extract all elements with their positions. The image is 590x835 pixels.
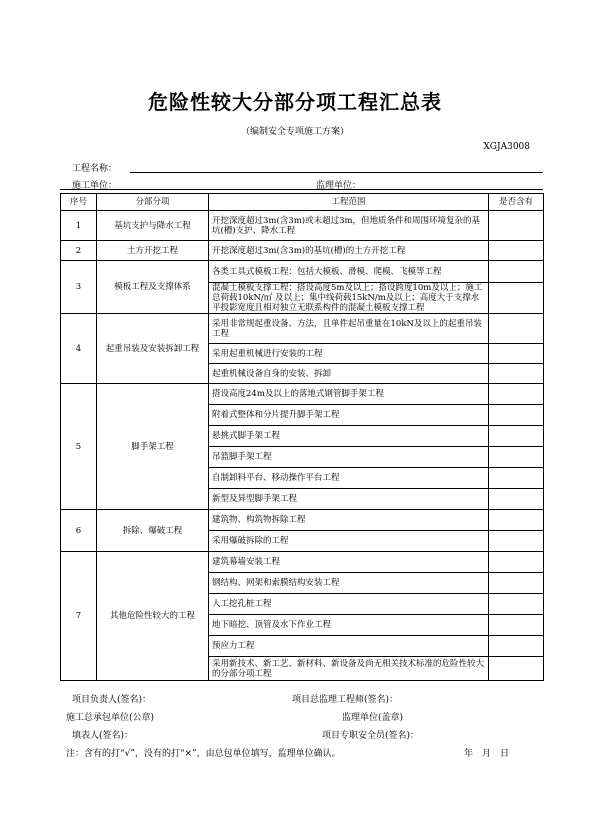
construction-unit-field[interactable] bbox=[60, 189, 543, 190]
page-subtitle: （编制安全专项施工方案） bbox=[240, 127, 349, 137]
category-name: 其他危险性较大的工程 bbox=[97, 552, 209, 681]
included-checkbox-cell[interactable] bbox=[489, 364, 544, 384]
category-name: 拆除、爆破工程 bbox=[97, 510, 209, 552]
row-number: 6 bbox=[61, 510, 97, 552]
col-header-included: 是否含有 bbox=[489, 194, 544, 211]
category-name: 土方开挖工程 bbox=[97, 241, 209, 261]
scope-description: 各类工具式模板工程：包括大模板、滑模、爬模、飞模等工程 bbox=[209, 261, 489, 283]
included-checkbox-cell[interactable] bbox=[489, 510, 544, 531]
scope-description: 建筑幕墙安装工程 bbox=[209, 552, 489, 573]
col-header-no: 序号 bbox=[61, 194, 97, 211]
included-checkbox-cell[interactable] bbox=[489, 594, 544, 615]
col-header-scope: 工程范围 bbox=[209, 194, 489, 211]
scope-description: 混凝土模板支撑工程：搭设高度5m及以上；搭设跨度10m及以上；施工总荷载10kN/㎡ 及以上；集中线荷载15kN/m及以上；高度大于支撑水平投影宽度且相对独立无联系构件的混凝土模板支撑工程 bbox=[209, 283, 489, 314]
chief-supervisor-signature[interactable]: 项目总监理工程师(签名)： bbox=[292, 695, 399, 705]
row-number: 3 bbox=[61, 261, 97, 314]
category-name: 模板工程及支撑体系 bbox=[97, 261, 209, 314]
included-checkbox-cell[interactable] bbox=[489, 344, 544, 364]
included-checkbox-cell[interactable] bbox=[489, 405, 544, 426]
project-name-label: 工程名称： bbox=[72, 164, 118, 174]
scope-description: 搭设高度24m及以上的落地式钢管脚手架工程 bbox=[209, 384, 489, 405]
scope-description: 附着式整体和分片提升脚手架工程 bbox=[209, 405, 489, 426]
row-number: 7 bbox=[61, 552, 97, 681]
included-checkbox-cell[interactable] bbox=[489, 657, 544, 681]
scope-description: 开挖深度超过3m(含3m)的基坑(槽)的土方开挖工程 bbox=[209, 241, 489, 261]
included-checkbox-cell[interactable] bbox=[489, 426, 544, 447]
page-title: 危险性较大分部分项工程汇总表 bbox=[148, 90, 442, 114]
supervision-unit-label: 监理单位： bbox=[316, 181, 362, 191]
scope-description: 起重机械设备自身的安装、拆卸 bbox=[209, 364, 489, 384]
category-name: 基坑支护与降水工程 bbox=[97, 211, 209, 241]
included-checkbox-cell[interactable] bbox=[489, 283, 544, 314]
row-number: 2 bbox=[61, 241, 97, 261]
row-number: 1 bbox=[61, 211, 97, 241]
included-checkbox-cell[interactable] bbox=[489, 615, 544, 636]
filled-by-signature[interactable]: 填表人(签名)： bbox=[72, 731, 134, 741]
included-checkbox-cell[interactable] bbox=[489, 211, 544, 241]
hazard-summary-table bbox=[60, 193, 544, 681]
scope-description: 吊篮脚手架工程 bbox=[209, 447, 489, 468]
included-checkbox-cell[interactable] bbox=[489, 241, 544, 261]
table-row bbox=[61, 261, 544, 283]
col-header-category: 分部分项 bbox=[97, 194, 209, 211]
category-name: 脚手架工程 bbox=[97, 384, 209, 510]
table-row bbox=[61, 552, 544, 573]
table-row bbox=[61, 510, 544, 531]
date-field[interactable]: 年 月 日 bbox=[464, 749, 510, 759]
general-contractor-seal[interactable]: 施工总承包单位(公章) bbox=[66, 713, 155, 723]
included-checkbox-cell[interactable] bbox=[489, 573, 544, 594]
supervision-unit-seal[interactable]: 监理单位(盖章) bbox=[342, 713, 404, 723]
footnote: 注：含有的打“√”，没有的打“×”，由总包单位填写，监理单位确认。 bbox=[66, 749, 341, 759]
table-header-row bbox=[61, 194, 544, 211]
included-checkbox-cell[interactable] bbox=[489, 489, 544, 510]
row-number: 5 bbox=[61, 384, 97, 510]
scope-description: 采用爆破拆除的工程 bbox=[209, 531, 489, 552]
scope-description: 悬挑式脚手架工程 bbox=[209, 426, 489, 447]
included-checkbox-cell[interactable] bbox=[489, 636, 544, 657]
included-checkbox-cell[interactable] bbox=[489, 314, 544, 344]
included-checkbox-cell[interactable] bbox=[489, 261, 544, 283]
safety-officer-signature[interactable]: 项目专职安全员(签名)： bbox=[322, 731, 420, 741]
scope-description: 人工挖孔桩工程 bbox=[209, 594, 489, 615]
scope-description: 建筑物、构筑物拆除工程 bbox=[209, 510, 489, 531]
table-row bbox=[61, 384, 544, 405]
project-leader-signature[interactable]: 项目负责人(签名)： bbox=[72, 695, 152, 705]
scope-description: 地下暗挖、顶管及水下作业工程 bbox=[209, 615, 489, 636]
included-checkbox-cell[interactable] bbox=[489, 384, 544, 405]
included-checkbox-cell[interactable] bbox=[489, 468, 544, 489]
scope-description: 采用新技术、新工艺、新材料、新设备及尚无相关技术标准的危险性较大的分部分项工程 bbox=[209, 657, 489, 681]
form-code: XGJA3008 bbox=[483, 142, 530, 152]
table-row bbox=[61, 211, 544, 241]
scope-description: 钢结构、网架和索膜结构安装工程 bbox=[209, 573, 489, 594]
scope-description: 新型及异型脚手架工程 bbox=[209, 489, 489, 510]
scope-description: 采用非常规起重设备、方法，且单件起吊重量在10kN及以上的起重吊装工程 bbox=[209, 314, 489, 344]
included-checkbox-cell[interactable] bbox=[489, 552, 544, 573]
scope-description: 自制卸料平台、移动操作平台工程 bbox=[209, 468, 489, 489]
table-row bbox=[61, 241, 544, 261]
table-body bbox=[61, 211, 544, 681]
included-checkbox-cell[interactable] bbox=[489, 531, 544, 552]
table-row bbox=[61, 314, 544, 344]
scope-description: 开挖深度超过3m(含3m)或未超过3m，但地质条件和周围环境复杂的基坑(槽)支护、降水工程 bbox=[209, 211, 489, 241]
project-name-field[interactable] bbox=[130, 172, 543, 173]
included-checkbox-cell[interactable] bbox=[489, 447, 544, 468]
scope-description: 预应力工程 bbox=[209, 636, 489, 657]
scope-description: 采用起重机械进行安装的工程 bbox=[209, 344, 489, 364]
category-name: 起重吊装及安装拆卸工程 bbox=[97, 314, 209, 384]
row-number: 4 bbox=[61, 314, 97, 384]
construction-unit-label: 施工单位： bbox=[72, 181, 118, 191]
